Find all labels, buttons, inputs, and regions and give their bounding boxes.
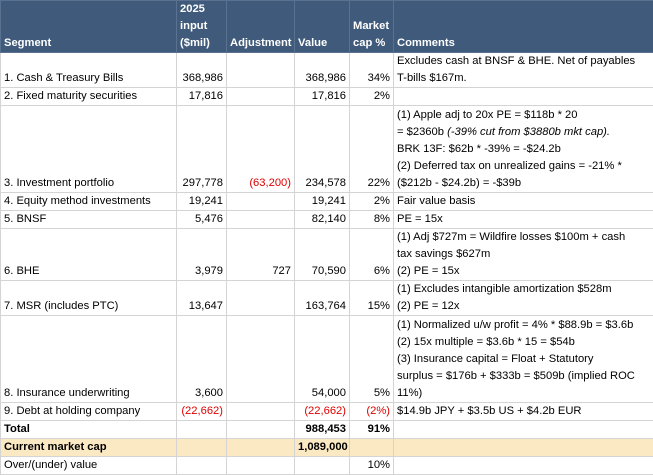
input-cell[interactable]: 17,816 bbox=[177, 88, 227, 106]
market-cap-value[interactable]: 1,089,000 bbox=[295, 439, 350, 457]
adjustment-cell[interactable] bbox=[227, 53, 295, 88]
table-row bbox=[1, 106, 653, 193]
over-under-label[interactable]: Over/(under) value bbox=[1, 457, 177, 475]
adjustment-cell[interactable] bbox=[227, 316, 295, 403]
comment-line: surplus = $176b + $333b = $509b (implied ROC bbox=[397, 368, 650, 385]
segment-cell[interactable]: 3. Investment portfolio bbox=[1, 106, 177, 193]
value-cell[interactable]: 163,764 bbox=[295, 281, 350, 316]
header-adjustment[interactable]: Adjustment bbox=[227, 1, 295, 53]
market-cap-cell[interactable]: 2% bbox=[350, 193, 394, 211]
header-segment[interactable]: Segment bbox=[1, 1, 177, 53]
total-row bbox=[1, 421, 653, 439]
input-cell[interactable]: 297,778 bbox=[177, 106, 227, 193]
adjustment-cell[interactable] bbox=[227, 403, 295, 421]
market-cap-cell[interactable]: 15% bbox=[350, 281, 394, 316]
comment-cell[interactable] bbox=[394, 53, 653, 88]
comment-line: PE = 15x bbox=[397, 211, 650, 228]
comment-line: 11%) bbox=[397, 385, 650, 402]
comment-line: Excludes cash at BNSF & BHE. Net of payables bbox=[397, 53, 650, 70]
comment-line: (2) Deferred tax on unrealized gains = -21% * bbox=[397, 158, 650, 175]
adjustment-cell[interactable] bbox=[227, 193, 295, 211]
empty-cell[interactable] bbox=[227, 421, 295, 439]
segment-cell[interactable]: 2. Fixed maturity securities bbox=[1, 88, 177, 106]
table-row bbox=[1, 88, 653, 106]
comment-line: $14.9b JPY + $3.5b US + $4.2b EUR bbox=[397, 403, 650, 420]
total-label[interactable]: Total bbox=[1, 421, 177, 439]
comment-line: (2) PE = 15x bbox=[397, 263, 650, 280]
adjustment-cell[interactable] bbox=[227, 211, 295, 229]
comment-cell[interactable] bbox=[394, 106, 653, 193]
header-input[interactable]: 2025 input ($mil) bbox=[177, 1, 227, 53]
input-cell[interactable]: 368,986 bbox=[177, 53, 227, 88]
segment-cell[interactable]: 1. Cash & Treasury Bills bbox=[1, 53, 177, 88]
comment-cell[interactable] bbox=[394, 281, 653, 316]
input-cell[interactable]: (22,662) bbox=[177, 403, 227, 421]
adjustment-cell[interactable] bbox=[227, 88, 295, 106]
comment-line: BRK 13F: $62b * -39% = -$24.2b bbox=[397, 141, 650, 158]
market-cap-cell[interactable]: 2% bbox=[350, 88, 394, 106]
comment-line: T-bills $167m. bbox=[397, 70, 650, 87]
comment-line bbox=[397, 124, 650, 141]
empty-cell[interactable] bbox=[394, 439, 653, 457]
empty-cell[interactable] bbox=[177, 457, 227, 475]
comment-cell[interactable] bbox=[394, 403, 653, 421]
comment-line: tax savings $627m bbox=[397, 246, 650, 263]
comment-italic: (-39% cut from $3880b mkt cap). bbox=[447, 126, 610, 138]
market-cap-cell[interactable]: 22% bbox=[350, 106, 394, 193]
value-cell[interactable]: 368,986 bbox=[295, 53, 350, 88]
market-cap-cell[interactable]: 5% bbox=[350, 316, 394, 403]
comment-cell[interactable] bbox=[394, 88, 653, 106]
input-cell[interactable]: 5,476 bbox=[177, 211, 227, 229]
empty-cell[interactable] bbox=[177, 439, 227, 457]
comment-text: = $2360b bbox=[397, 126, 444, 138]
total-value[interactable]: 988,453 bbox=[295, 421, 350, 439]
market-cap-cell[interactable]: 6% bbox=[350, 229, 394, 281]
comment-line: (1) Excludes intangible amortization $528m bbox=[397, 281, 650, 298]
empty-cell[interactable] bbox=[177, 421, 227, 439]
comment-cell[interactable] bbox=[394, 229, 653, 281]
segment-cell[interactable]: 5. BNSF bbox=[1, 211, 177, 229]
adjustment-cell[interactable] bbox=[227, 281, 295, 316]
segment-cell[interactable]: 9. Debt at holding company bbox=[1, 403, 177, 421]
table-row bbox=[1, 316, 653, 403]
comment-cell[interactable] bbox=[394, 211, 653, 229]
comment-line: (2) 15x multiple = $3.6b * 15 = $54b bbox=[397, 334, 650, 351]
over-under-market-cap[interactable]: 10% bbox=[350, 457, 394, 475]
table-row bbox=[1, 229, 653, 281]
value-cell[interactable]: 54,000 bbox=[295, 316, 350, 403]
input-cell[interactable]: 19,241 bbox=[177, 193, 227, 211]
value-cell[interactable]: 82,140 bbox=[295, 211, 350, 229]
market-cap-cell[interactable]: (2%) bbox=[350, 403, 394, 421]
market-cap-cell[interactable]: 34% bbox=[350, 53, 394, 88]
market-cap-cell[interactable]: 8% bbox=[350, 211, 394, 229]
empty-cell[interactable] bbox=[350, 439, 394, 457]
input-cell[interactable]: 3,600 bbox=[177, 316, 227, 403]
header-value[interactable]: Value bbox=[295, 1, 350, 53]
table-row bbox=[1, 53, 653, 88]
segment-cell[interactable]: 8. Insurance underwriting bbox=[1, 316, 177, 403]
comment-line: (1) Adj $727m = Wildfire losses $100m + cash bbox=[397, 229, 650, 246]
empty-cell[interactable] bbox=[227, 439, 295, 457]
segment-cell[interactable]: 4. Equity method investments bbox=[1, 193, 177, 211]
comment-line: ($212b - $24.2b) = -$39b bbox=[397, 175, 650, 192]
empty-cell[interactable] bbox=[295, 457, 350, 475]
adjustment-cell[interactable]: (63,200) bbox=[227, 106, 295, 193]
empty-cell[interactable] bbox=[394, 457, 653, 475]
empty-cell[interactable] bbox=[394, 421, 653, 439]
comment-cell[interactable] bbox=[394, 316, 653, 403]
market-cap-row bbox=[1, 439, 653, 457]
input-cell[interactable]: 13,647 bbox=[177, 281, 227, 316]
comment-line: (3) Insurance capital = Float + Statutory bbox=[397, 351, 650, 368]
table-row bbox=[1, 193, 653, 211]
comment-line: (1) Normalized u/w profit = 4% * $88.9b = $3.6b bbox=[397, 317, 650, 334]
comment-cell[interactable] bbox=[394, 193, 653, 211]
market-cap-label[interactable]: Current market cap bbox=[1, 439, 177, 457]
table-row bbox=[1, 281, 653, 316]
segment-cell[interactable]: 6. BHE bbox=[1, 229, 177, 281]
adjustment-cell[interactable]: 727 bbox=[227, 229, 295, 281]
value-cell[interactable]: 234,578 bbox=[295, 106, 350, 193]
total-market-cap[interactable]: 91% bbox=[350, 421, 394, 439]
comment-line: (2) PE = 12x bbox=[397, 298, 650, 315]
input-cell[interactable]: 3,979 bbox=[177, 229, 227, 281]
comment-line: (1) Apple adj to 20x PE = $118b * 20 bbox=[397, 107, 650, 124]
value-cell[interactable]: 70,590 bbox=[295, 229, 350, 281]
header-comments[interactable]: Comments bbox=[394, 1, 653, 53]
header-market-cap[interactable]: Market cap % bbox=[350, 1, 394, 53]
empty-cell[interactable] bbox=[227, 457, 295, 475]
value-cell[interactable]: (22,662) bbox=[295, 403, 350, 421]
table-row bbox=[1, 403, 653, 421]
comment-line: Fair value basis bbox=[397, 193, 650, 210]
table-row bbox=[1, 211, 653, 229]
value-cell[interactable]: 17,816 bbox=[295, 88, 350, 106]
header-row bbox=[1, 1, 653, 53]
value-cell[interactable]: 19,241 bbox=[295, 193, 350, 211]
segment-cell[interactable]: 7. MSR (includes PTC) bbox=[1, 281, 177, 316]
over-under-row bbox=[1, 457, 653, 475]
